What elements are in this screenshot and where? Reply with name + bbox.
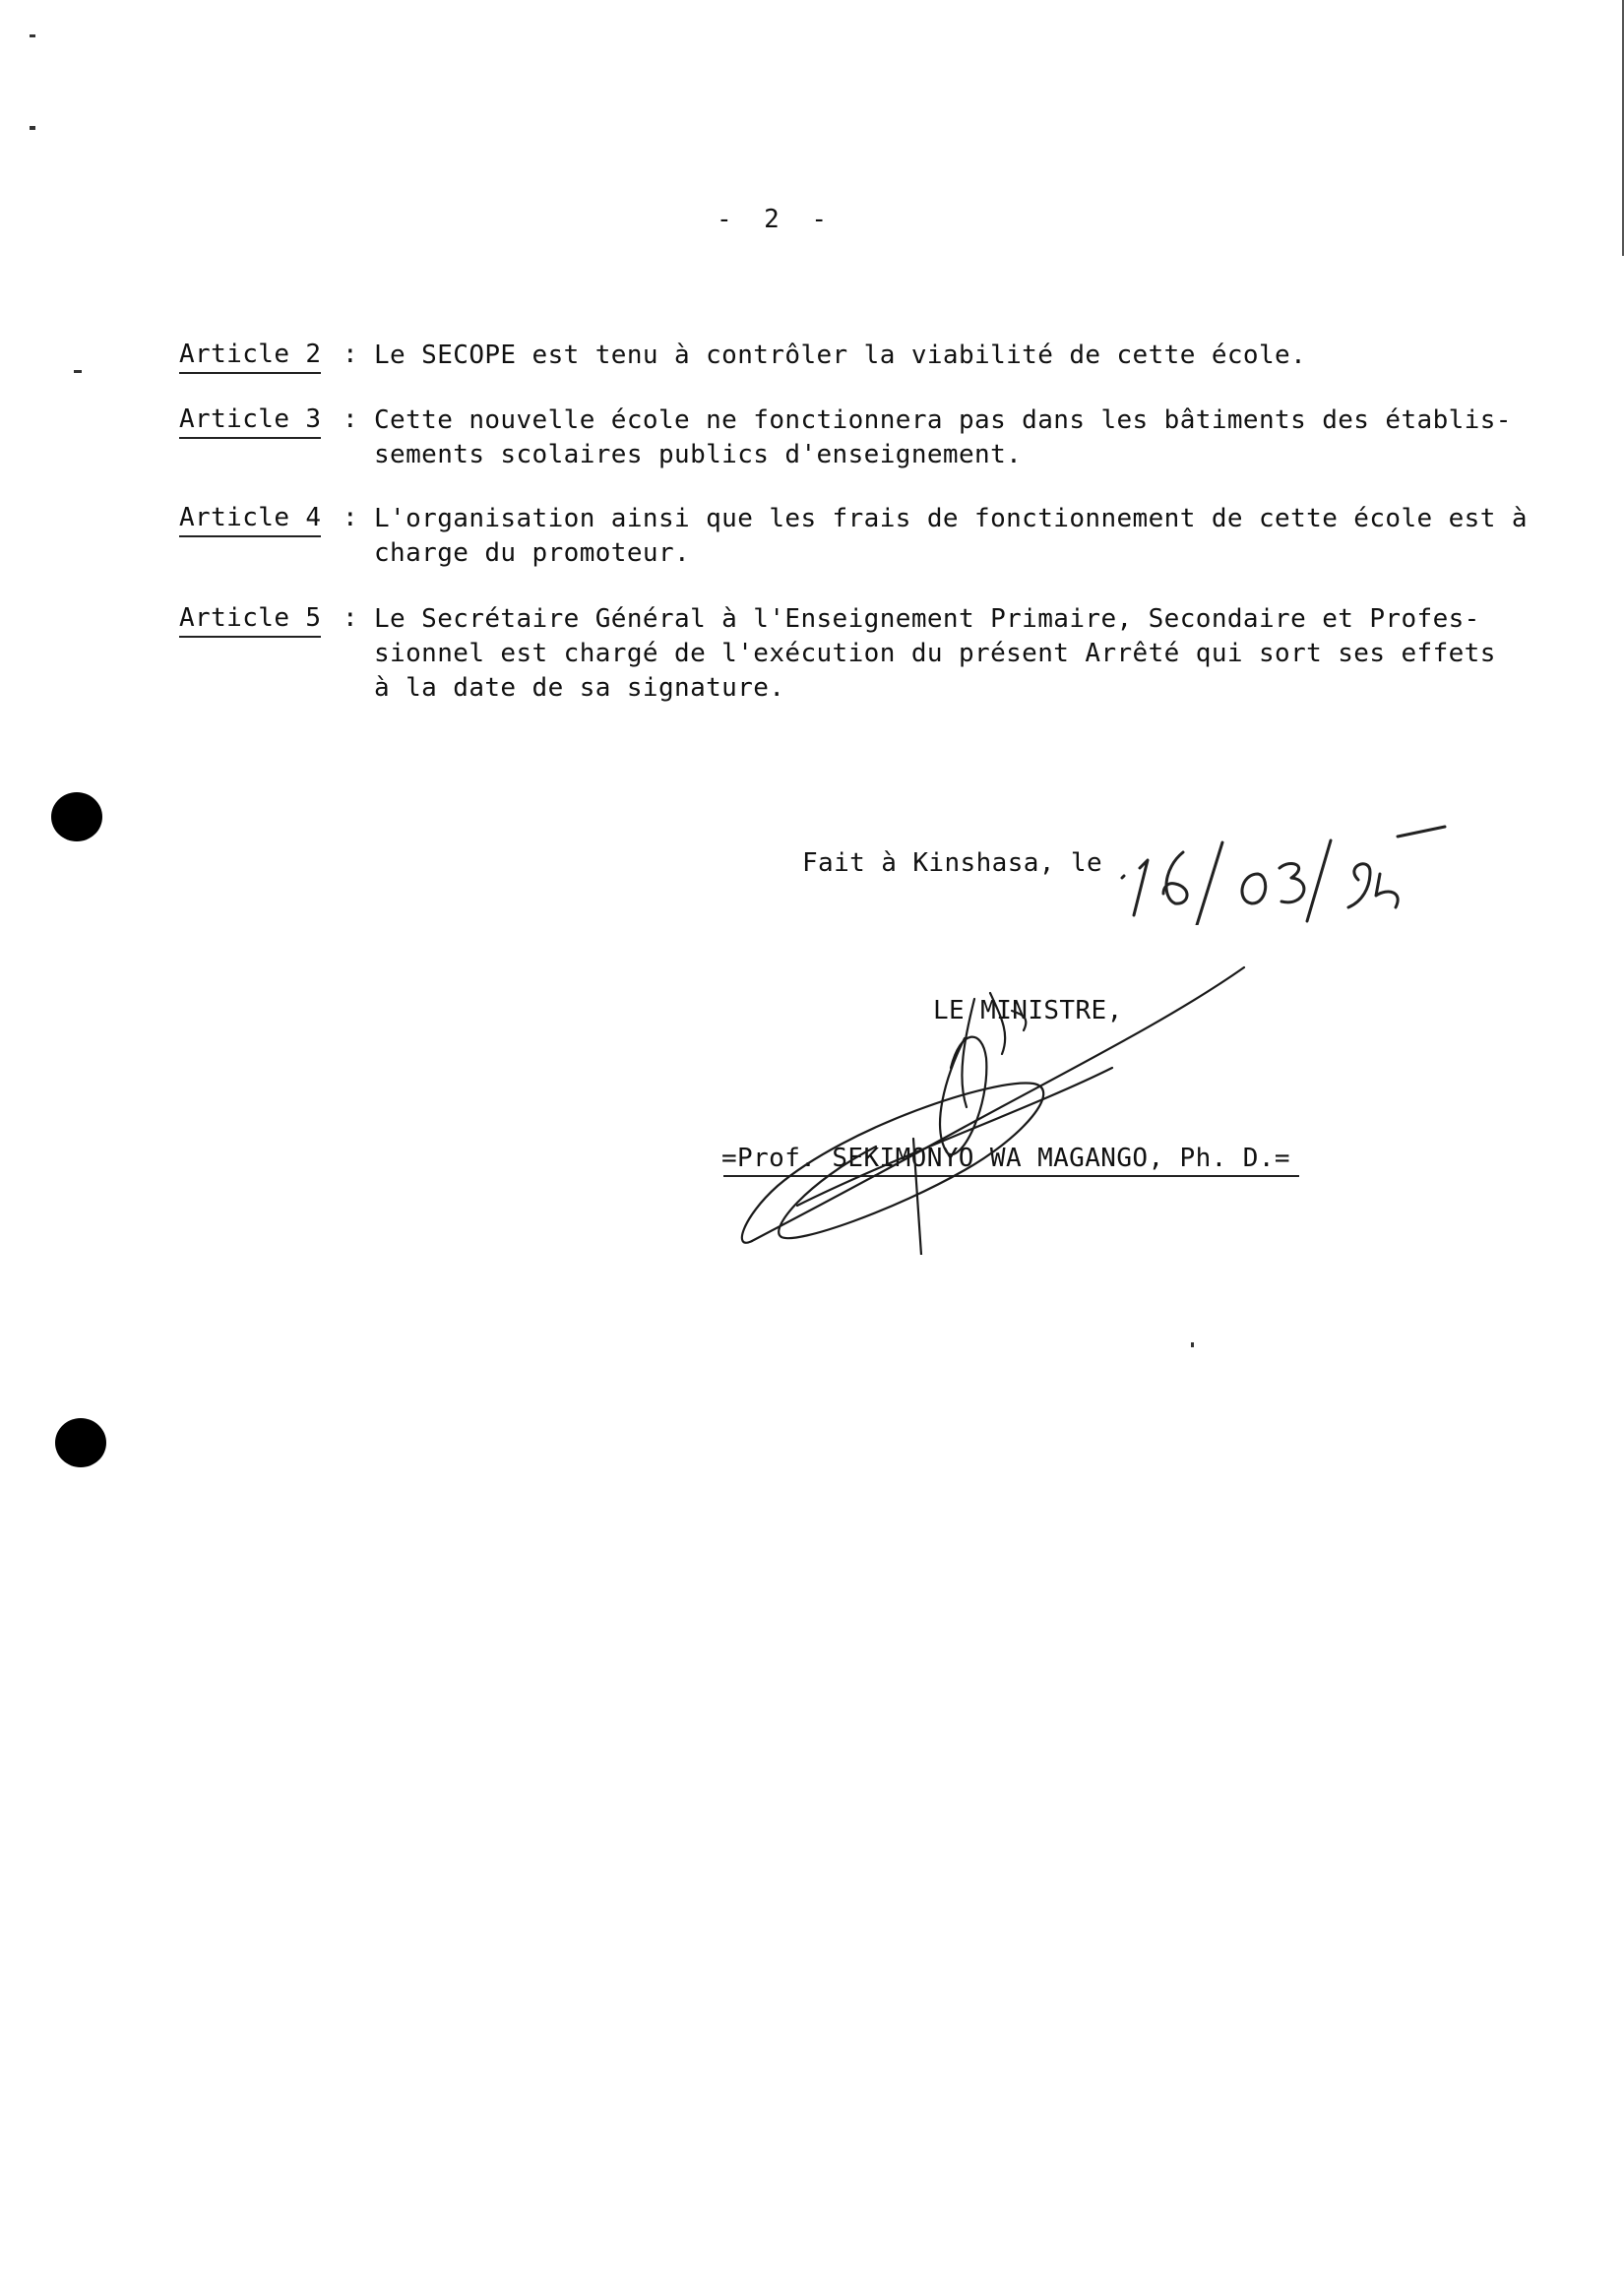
article-colon: : [343, 603, 359, 633]
handwritten-signature [738, 960, 1270, 1259]
article-label: Article 4 [179, 502, 321, 537]
article-colon: : [343, 404, 359, 434]
article-colon: : [343, 340, 359, 369]
scan-speck [30, 34, 35, 37]
article-text: Le SECOPE est tenu à contrôler la viabilité de cette école. [374, 341, 1307, 370]
scan-speck [30, 126, 35, 130]
article-text: Le Secrétaire Général à l'Enseignement Primaire, Secondaire et Profes- sionnel est chargé de l'exécution du présent Arrêté qui sort ses effets à la date de sa signature. [374, 604, 1496, 703]
page-number: - 2 - [717, 205, 828, 234]
article-label: Article 3 [179, 403, 321, 439]
scan-speck [74, 370, 82, 373]
article-text: Cette nouvelle école ne fonctionnera pas dans les bâtiments des établis- sements scolaires publics d'enseignement. [374, 405, 1512, 469]
place-date-label: Fait à Kinshasa, le [802, 848, 1103, 878]
handwritten-date [1112, 817, 1457, 929]
signatory-name: =Prof. SEKIMONYO WA MAGANGO, Ph. D.= [721, 1144, 1290, 1173]
punch-hole [55, 1418, 106, 1467]
article-label: Article 5 [179, 602, 321, 638]
scan-speck [1191, 1342, 1194, 1347]
punch-hole [51, 792, 102, 841]
signatory-title: LE MINISTRE, [933, 996, 1123, 1025]
article-text: L'organisation ainsi que les frais de fonctionnement de cette école est à charge du promoteur. [374, 504, 1528, 568]
article-colon: : [343, 503, 359, 532]
article-label: Article 2 [179, 339, 321, 374]
